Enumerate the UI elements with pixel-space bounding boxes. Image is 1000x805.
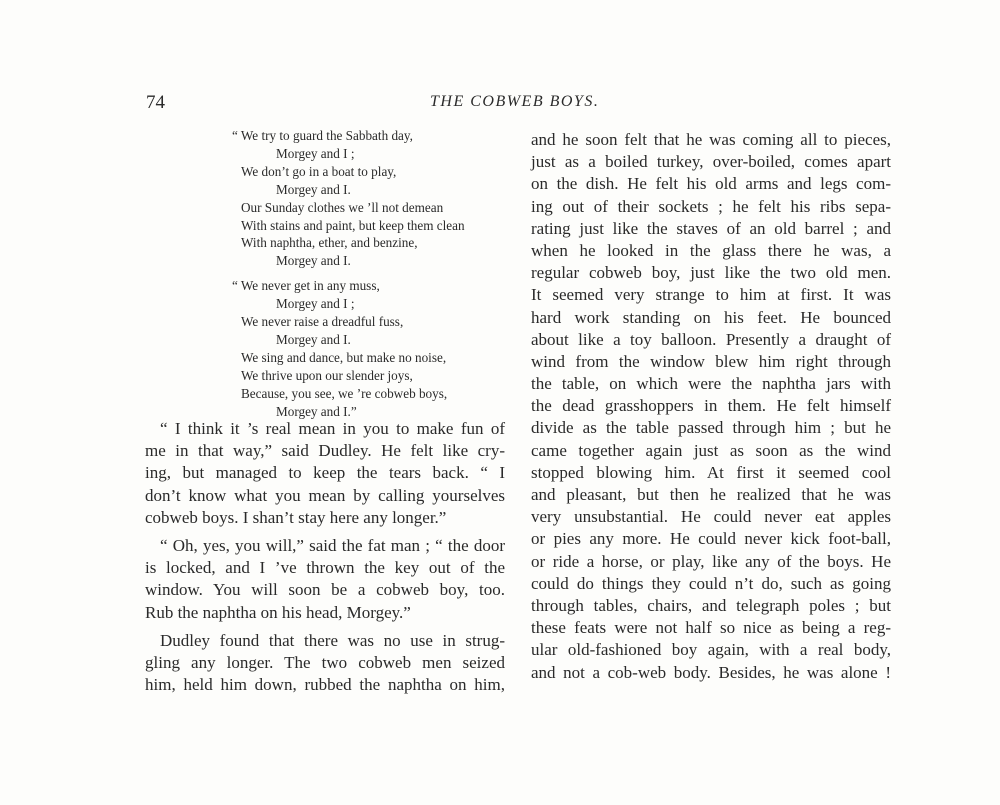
verse-block bbox=[232, 127, 512, 428]
verse-line: “ We never get in any muss, bbox=[232, 278, 380, 294]
verse-line: Morgey and I ; bbox=[276, 296, 355, 312]
text-line: the dead grasshoppers in them. He felt himself bbox=[531, 396, 891, 416]
verse-line: We never raise a dreadful fuss, bbox=[241, 314, 404, 330]
text-line: on the dish. He felt his old arms and legs com- bbox=[531, 174, 891, 194]
verse-line: Our Sunday clothes we ’ll not demean bbox=[241, 199, 444, 215]
text-line: rating just like the staves of an old barrel ; and bbox=[531, 218, 891, 238]
running-head: THE COBWEB BOYS. bbox=[430, 93, 600, 110]
text-line: the table, on which were the naphtha jars with bbox=[531, 374, 891, 394]
verse-line: Morgey and I. bbox=[276, 253, 351, 269]
verse-stanza bbox=[232, 127, 512, 270]
text-line: wind from the window blew him right through bbox=[531, 351, 891, 371]
text-line: is locked, and I ’ve thrown the key out of the bbox=[145, 558, 505, 578]
text-line: ing, but managed to keep the tears back. “ I bbox=[145, 463, 505, 483]
text-line: came together again just as soon as the wind bbox=[531, 440, 891, 460]
text-line: “ Oh, yes, you will,” said the fat man ; “ the door bbox=[160, 535, 505, 555]
text-line: these feats were not half so nice as being a reg- bbox=[531, 618, 891, 638]
text-line: ing out of their sockets ; he felt his ribs sepa- bbox=[531, 196, 891, 216]
text-line: Dudley found that there was no use in strug- bbox=[160, 630, 505, 650]
text-line: gling any longer. The two cobweb men seized bbox=[145, 652, 505, 672]
paragraph bbox=[145, 535, 505, 624]
verse-line: Morgey and I ; bbox=[276, 145, 355, 161]
text-line: me in that way,” said Dudley. He felt like cry- bbox=[145, 441, 505, 461]
text-line: don’t know what you mean by calling yourselves bbox=[145, 485, 505, 505]
verse-line: Because, you see, we ’re cobweb boys, bbox=[241, 385, 448, 401]
text-line: or ride a horse, or play, like any of the boys. He bbox=[531, 551, 891, 571]
verse-line: Morgey and I. bbox=[276, 181, 351, 197]
text-line: him, held him down, rubbed the naphtha on him, bbox=[145, 675, 505, 695]
text-line: ular old-fashioned boy again, with a real body, bbox=[531, 640, 891, 660]
text-line: and not a cob-web body. Besides, he was alone ! bbox=[531, 662, 891, 682]
verse-line: Morgey and I.” bbox=[276, 403, 357, 419]
verse-line: With naphtha, ether, and benzine, bbox=[241, 235, 418, 251]
verse-line: We don’t go in a boat to play, bbox=[241, 163, 397, 179]
paragraph bbox=[145, 630, 505, 697]
text-line: about like a toy balloon. Presently a draught of bbox=[531, 329, 891, 349]
text-line: It seemed very strange to him at first. It was bbox=[531, 285, 891, 305]
text-line: window. You will soon be a cobweb boy, too. bbox=[145, 580, 505, 600]
left-column-prose bbox=[145, 418, 505, 696]
verse-line: We sing and dance, but make no noise, bbox=[241, 349, 447, 365]
text-line: through tables, chairs, and telegraph poles ; but bbox=[531, 595, 891, 615]
text-line: stopped blowing him. At first it seemed cool bbox=[531, 462, 891, 482]
verse-line: We thrive upon our slender joys, bbox=[241, 367, 413, 383]
verse-line: “ We try to guard the Sabbath day, bbox=[232, 128, 413, 143]
page-number: 74 bbox=[146, 92, 165, 113]
text-line: and he soon felt that he was coming all to pieces, bbox=[531, 130, 891, 149]
paragraph bbox=[145, 418, 505, 529]
verse-line: Morgey and I. bbox=[276, 331, 351, 347]
text-line: Rub the naphtha on his head, Morgey.” bbox=[145, 602, 411, 622]
text-line: or pies any more. He could never kick foot-ball, bbox=[531, 529, 891, 549]
text-line: just as a boiled turkey, over-boiled, comes apart bbox=[531, 152, 891, 172]
text-line: regular cobweb boy, just like the two old men. bbox=[531, 263, 891, 283]
text-line: cobweb boys. I shan’t stay here any longer.” bbox=[145, 507, 447, 527]
text-line: and pleasant, but then he realized that he was bbox=[531, 485, 891, 504]
text-line: very unsubstantial. He could never eat apples bbox=[531, 507, 891, 527]
text-line: hard work standing on his feet. He bounced bbox=[531, 307, 891, 327]
text-line: could do things they could n’t do, such as going bbox=[531, 573, 891, 593]
text-line: divide as the table passed through him ; but he bbox=[531, 418, 891, 438]
verse-line: With stains and paint, but keep them clean bbox=[241, 217, 465, 233]
text-line: when he looked in the glass there he was, a bbox=[531, 240, 891, 260]
text-line: “ I think it ’s real mean in you to make fun of bbox=[160, 419, 505, 438]
verse-stanza bbox=[232, 277, 512, 420]
right-column-prose bbox=[531, 129, 891, 684]
